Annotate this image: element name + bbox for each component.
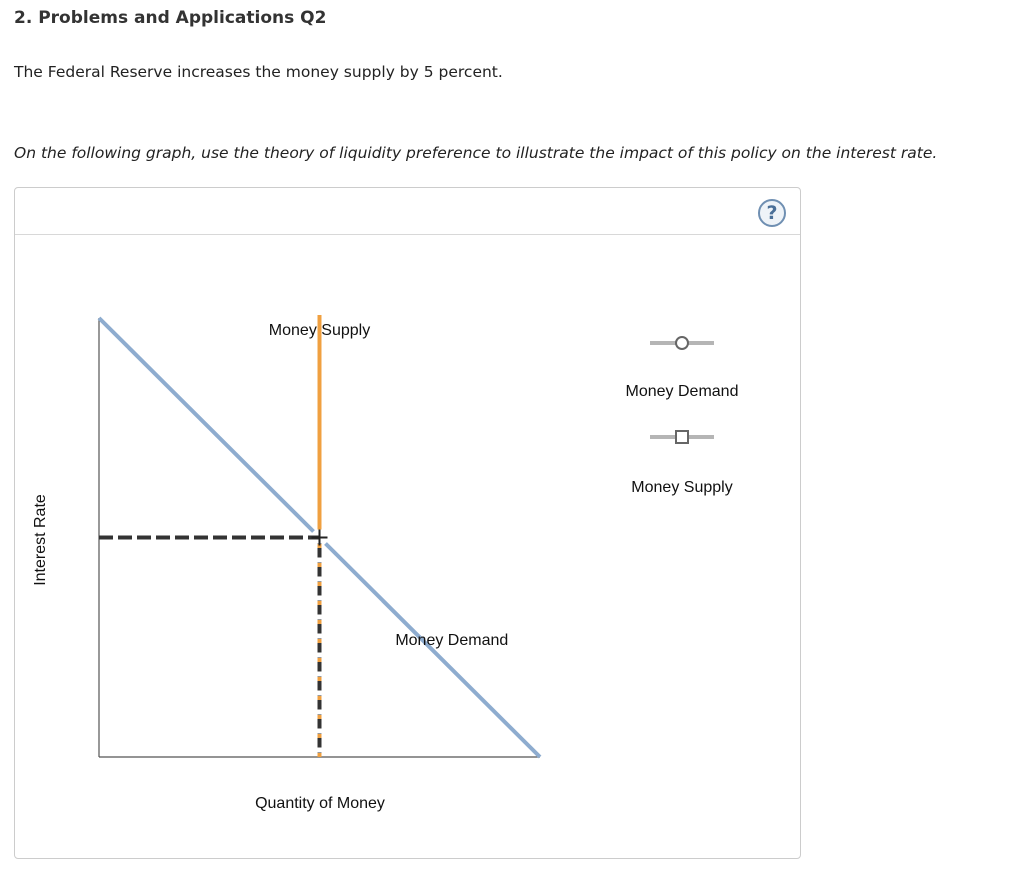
legend-tool-money-supply[interactable] xyxy=(650,431,714,443)
help-button[interactable]: ? xyxy=(758,199,786,227)
circle-icon xyxy=(676,337,688,349)
question-prompt: The Federal Reserve increases the money supply by 5 percent. xyxy=(14,63,503,81)
legend-tool-money-demand[interactable] xyxy=(650,337,714,349)
question-title: 2. Problems and Applications Q2 xyxy=(14,8,327,28)
x-axis-label: Quantity of Money xyxy=(255,795,385,812)
legend xyxy=(626,337,739,496)
money-demand-curve-label: Money Demand xyxy=(395,632,509,650)
square-icon xyxy=(676,431,688,443)
money-supply-curve-label: Money Supply xyxy=(268,322,371,339)
legend-label-money-demand: Money Demand xyxy=(625,383,739,400)
money-demand-curve[interactable] xyxy=(99,318,314,532)
question-instruction: On the following graph, use the theory of liquidity preference to illustrate the impact of this policy on the interest rate. xyxy=(14,144,938,162)
legend-label-money-supply: Money Supply xyxy=(631,479,733,496)
y-axis-label: Interest Rate xyxy=(32,494,49,586)
money-demand-curve-lower[interactable] xyxy=(326,544,541,758)
